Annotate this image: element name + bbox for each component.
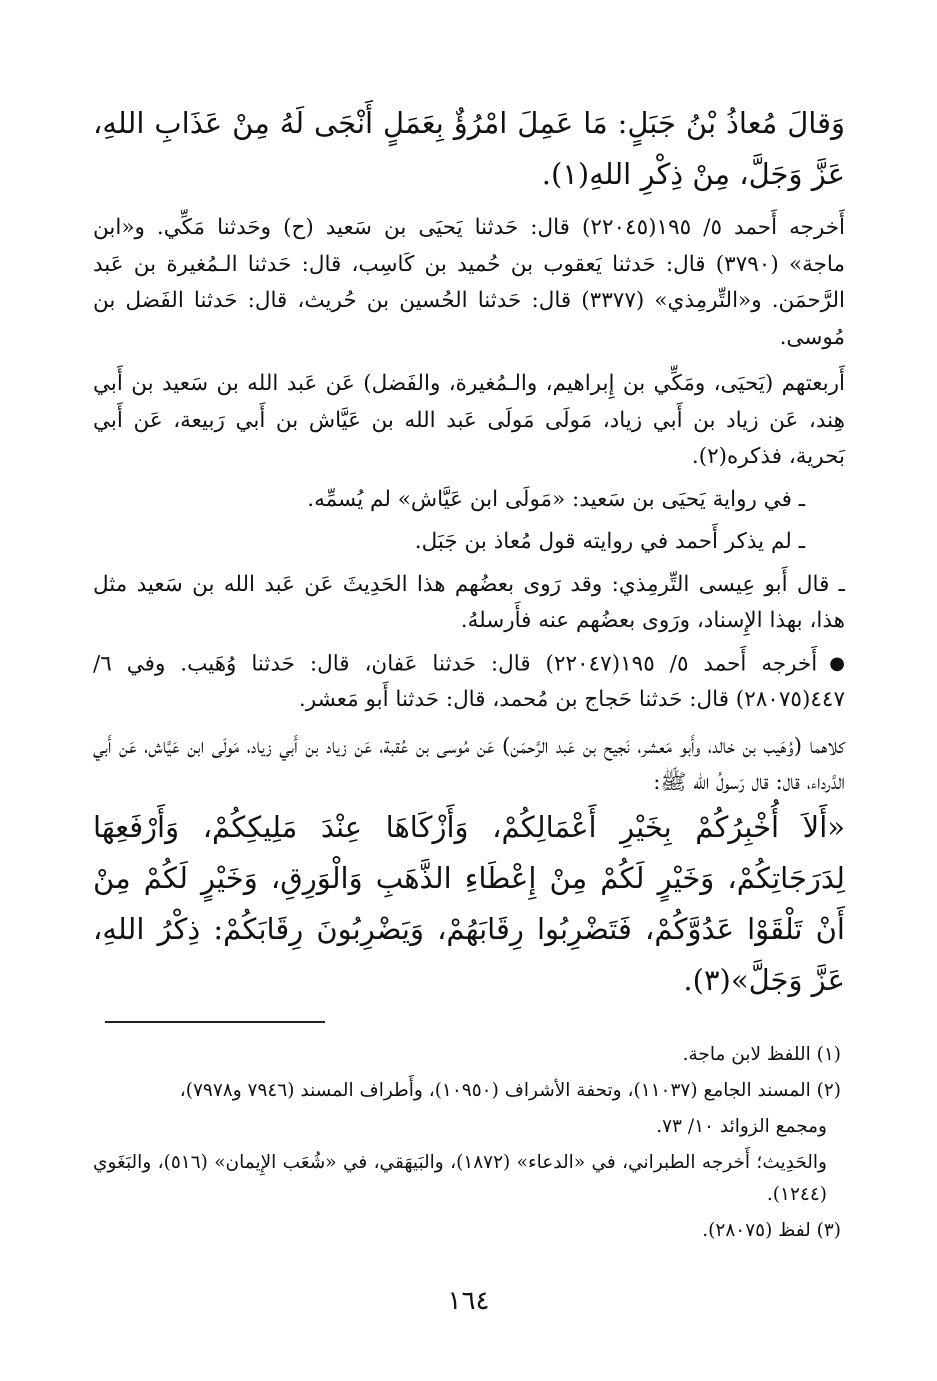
sanad-paragraph-2: كلاهما (وُهَيب بن خالد، وأَبو مَعشر، نَجيح بن عَبد الرَّحمَن) عَن مُوسى بن عُقبة، عَن زياد بن أَبي زياد، مَولَى ابن عَيَّاش، عَن أَبي الدَّرداء، قال: قال رَسولُ الله ﷺ: bbox=[93, 733, 845, 796]
sanad-paragraph-1: أَربعتهم (يَحيَى، ومَكِّي بن إِبراهيم، والـمُغيرة، والفَضل) عَن عَبد الله بن سَعيد بن أَبي هِند، عَن زياد بن أَبي زياد، مَولَى مَولَى عَبد الله بن عَيَّاش بن أَبي رَبيعة، عَن أَبي بَحرية، فذكره(٢). bbox=[93, 371, 845, 469]
hadith-text: «أَلاَ أُخْبِرُكُمْ بِخَيْرِ أَعْمَالِكُمْ، وَأَزْكَاهَا عِنْدَ مَلِيكِكُمْ، وَأَرْفَعِهَا لِدَرَجَاتِكُمْ، وَخَيْرٍ لَكُمْ مِنْ إِعْطَاءِ الذَّهَبِ وَالْوَرِقِ، وَخَيْرٍ لَكُمْ مِنْ أَنْ تَلْقَوْا عَدُوَّكُمْ، فَتَضْرِبُوا رِقَابَهُمْ، وَيَضْرِبُونَ رِقَابَكُمْ: ذِكْرُ اللهِ، عَزَّ وَجَلَّ»(٣). bbox=[93, 809, 845, 997]
takhrij-2-text: أَخرجه أَحمد ٥/ ١٩٥(٢٢٠٤٧) قال: حَدثنا عَفان، قال: حَدثنا وُهَيب. وفي ٦/ ٤٤٧(٢٨٠٧٥) قال: حَدثنا حَجاج بن مُحمد، قال: حَدثنا أَبو مَعشر. bbox=[93, 650, 845, 713]
footnote-separator bbox=[105, 1021, 325, 1023]
footnote-1: (١) اللفظ لابن ماجة. bbox=[682, 1044, 841, 1065]
muadh-quote: وَقالَ مُعاذُ بْنُ جَبَلٍ: مَا عَمِلَ امْرُؤٌ بِعَمَلٍ أَنْجَى لَهُ مِنْ عَذَابِ اللهِ، عَزَّ وَجَلَّ، مِنْ ذِكْرِ اللهِ(١). bbox=[93, 106, 845, 191]
main-text bbox=[93, 98, 845, 1006]
note-tirmidhi: ـ قال أَبو عِيسى التِّرمِذي: وقد رَوى بعضُهم هذا الحَدِيثَ عَن عَبد الله بن سَعيد مثل هذا، بهذا الإِسناد، ورَوى بعضُهم عنه فأَرسلهُ. bbox=[93, 571, 845, 633]
footnote-2-hadith-sources: والحَدِيث؛ أَخرجه الطبراني، في «الدعاء» (١٨٧٢)، والبَيهَقي، في «شُعَب الإِيمان» (٥١٦)، والبَغَوي (١٢٤٤). bbox=[93, 1152, 827, 1205]
footnotes bbox=[93, 1039, 841, 1251]
footnote-2: (٢) المسند الجامع (١١٠٣٧)، وتحفة الأشراف (١٠٩٥٠)، وأَطراف المسند (٧٩٤٦ و٧٩٧٨)، bbox=[179, 1080, 841, 1101]
note-yahya: ـ في رواية يَحيَى بن سَعيد: «مَولَى ابن عَيَّاش» لم يُسمِّه. bbox=[307, 486, 805, 512]
note-ahmad: ـ لم يذكر أَحمد في روايته قول مُعاذ بن جَبَل. bbox=[414, 529, 805, 554]
footnote-3: (٣) لفظ (٢٨٠٧٥). bbox=[702, 1220, 841, 1241]
page-number: ١٦٤ bbox=[447, 1286, 490, 1316]
takhrij-paragraph-2 bbox=[93, 646, 845, 719]
bullet-icon: ● bbox=[829, 652, 846, 674]
footnote-2-continuation: ومجمع الزوائد ١٠/ ٧٣. bbox=[656, 1116, 827, 1137]
takhrij-paragraph-1: أَخرجه أَحمد ٥/ ١٩٥(٢٢٠٤٥) قال: حَدثنا يَحيَى بن سَعيد (ح) وحَدثنا مَكِّي. و«ابن ماجة» (٣٧٩٠) قال: حَدثنا يَعقوب بن حُميد بن كَاسِب، قال: حَدثنا الـمُغيرة بن عَبد الرَّحمَن. و«التِّرمِذي» (٣٣٧٧) قال: حَدثنا الحُسين بن حُريث، قال: حَدثنا الفَضل بن مُوسى. bbox=[93, 215, 846, 350]
